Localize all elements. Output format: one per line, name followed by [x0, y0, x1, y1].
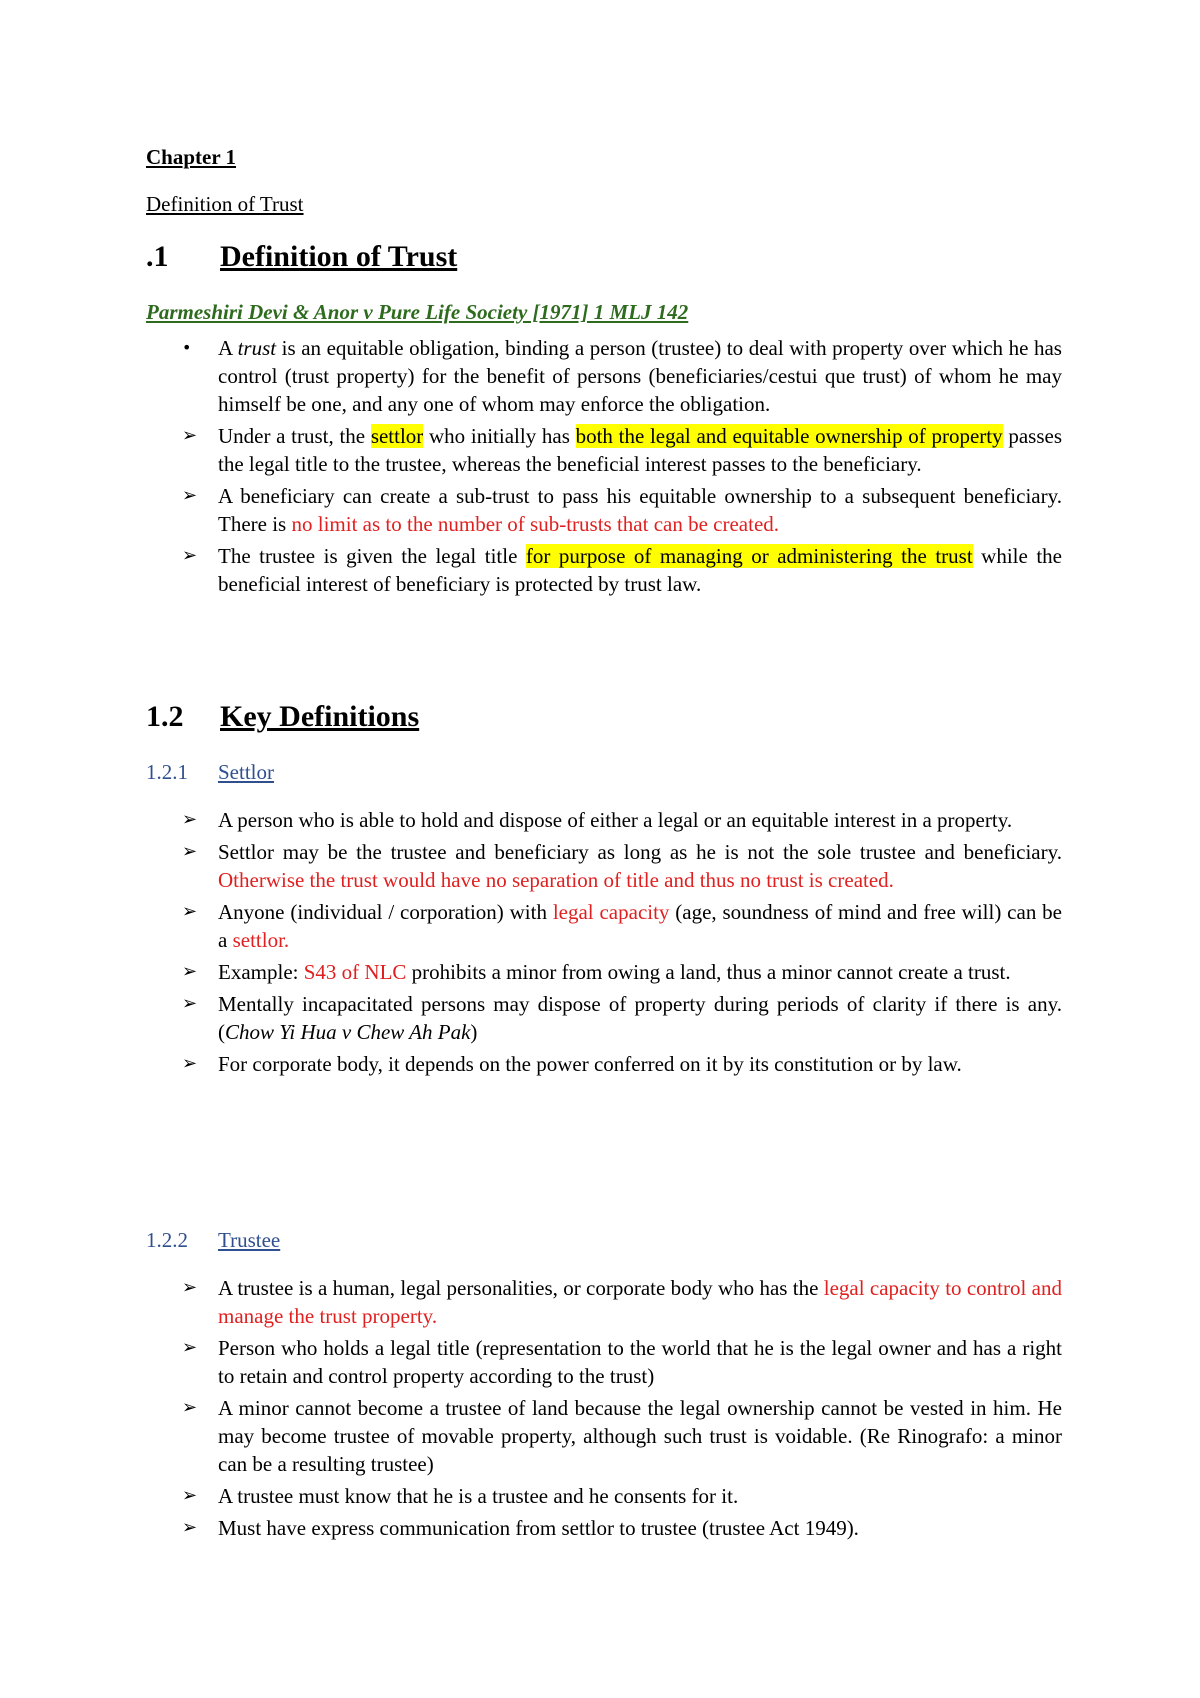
- red-text: legal capacity: [552, 900, 670, 924]
- red-text: settlor.: [232, 928, 290, 952]
- list-item: ➢ Must have express communication from settlor to trustee (trustee Act 1949).: [182, 1516, 859, 1540]
- arrow-bullet-icon: ➢: [182, 425, 198, 446]
- chapter-subtitle: Definition of Trust: [146, 192, 304, 216]
- list-item: ➢ Anyone (individual / corporation) with legal capacity (age, soundness of mind and free will) can be a settlor.: [182, 900, 1062, 952]
- arrow-bullet-icon: ➢: [182, 1397, 198, 1418]
- highlight: both the legal and equitable ownership of property: [575, 424, 1003, 448]
- arrow-bullet-icon: ➢: [182, 993, 198, 1014]
- red-text: legal capacity to control and manage the trust property.: [218, 1276, 1062, 1328]
- settlor-list: [182, 806, 1062, 1078]
- section-number: .1: [146, 240, 169, 273]
- section-title: Definition of Trust: [220, 240, 458, 273]
- arrow-bullet-icon: ➢: [182, 1277, 198, 1298]
- arrow-bullet-icon: ➢: [182, 1337, 198, 1358]
- section-heading-key-definitions: [146, 700, 419, 734]
- bullet-icon: •: [182, 338, 192, 357]
- list-item: ➢ A trustee is a human, legal personalities, or corporate body who has the legal capacity to control and manage the trust property.: [182, 1276, 1062, 1328]
- arrow-bullet-icon: ➢: [182, 485, 198, 506]
- red-text: no limit as to the number of sub-trusts that can be created.: [291, 512, 780, 536]
- list-item: ➢ A beneficiary can create a sub-trust to pass his equitable ownership to a subsequent beneficiary. There is no limit as to the number of sub-trusts that can be created.: [182, 484, 1062, 536]
- section-number: 1.2: [146, 700, 184, 733]
- highlight: for purpose of managing or administering the trust: [525, 544, 973, 568]
- red-text: S43 of NLC: [303, 960, 407, 984]
- subsection-heading-settlor: 1.2.1 Settlor: [146, 760, 274, 784]
- list-item: ➢ A trustee must know that he is a trustee and he consents for it.: [182, 1484, 739, 1508]
- list-item: ➢ The trustee is given the legal title for purpose of managing or administering the trust while the beneficial interest of beneficiary is protected by trust law.: [182, 544, 1062, 596]
- definition-list: [182, 334, 1062, 598]
- arrow-bullet-icon: ➢: [182, 841, 198, 862]
- arrow-bullet-icon: ➢: [182, 809, 198, 830]
- list-item: ➢ Example: S43 of NLC prohibits a minor from owing a land, thus a minor cannot create a trust.: [182, 960, 1011, 984]
- section-title: Key Definitions: [220, 700, 420, 733]
- red-text: Otherwise the trust would have no separation of title and thus no trust is created.: [218, 868, 894, 892]
- list-item: ➢ Mentally incapacitated persons may dispose of property during periods of clarity if there is any. (Chow Yi Hua v Chew Ah Pak): [182, 992, 1062, 1044]
- case-citation: Parmeshiri Devi & Anor v Pure Life Society [1971] 1 MLJ 142: [146, 300, 689, 324]
- case-name: Chow Yi Hua v Chew Ah Pak: [225, 1020, 471, 1044]
- list-item: ➢ A person who is able to hold and dispose of either a legal or an equitable interest in a property.: [182, 808, 1013, 832]
- list-item: • A trust is an equitable obligation, binding a person (trustee) to deal with property over which he has control (trust property) for the benefit of persons (beneficiaries/cestui que trust) of whom he may himself be one, and any one of whom may enforce the obligation.: [182, 336, 1062, 416]
- list-item: ➢ Person who holds a legal title (representation to the world that he is the legal owner and has a right to retain and control property according to the trust): [182, 1336, 1062, 1388]
- section-heading-definition: [146, 240, 457, 274]
- highlight: settlor: [370, 424, 424, 448]
- arrow-bullet-icon: ➢: [182, 901, 198, 922]
- arrow-bullet-icon: ➢: [182, 545, 198, 566]
- trustee-list: [182, 1274, 1062, 1542]
- list-item: ➢ Settlor may be the trustee and beneficiary as long as he is not the sole trustee and beneficiary. Otherwise the trust would have no separation of title and thus no trust is created.: [182, 840, 1062, 892]
- list-item: ➢ Under a trust, the settlor who initially has both the legal and equitable ownership of property passes the legal title to the trustee, whereas the beneficial interest passes to the beneficiary.: [182, 424, 1062, 476]
- arrow-bullet-icon: ➢: [182, 1485, 198, 1506]
- list-item: ➢ For corporate body, it depends on the power conferred on it by its constitution or by law.: [182, 1052, 962, 1076]
- arrow-bullet-icon: ➢: [182, 1517, 198, 1538]
- list-item: ➢ A minor cannot become a trustee of land because the legal ownership cannot be vested in him. He may become trustee of movable property, although such trust is voidable. (Re Rinografo: a minor can be a resulting trustee): [182, 1396, 1062, 1476]
- arrow-bullet-icon: ➢: [182, 1053, 198, 1074]
- arrow-bullet-icon: ➢: [182, 961, 198, 982]
- chapter-heading: Chapter 1: [146, 145, 237, 169]
- subsection-heading-trustee: 1.2.2 Trustee: [146, 1228, 281, 1252]
